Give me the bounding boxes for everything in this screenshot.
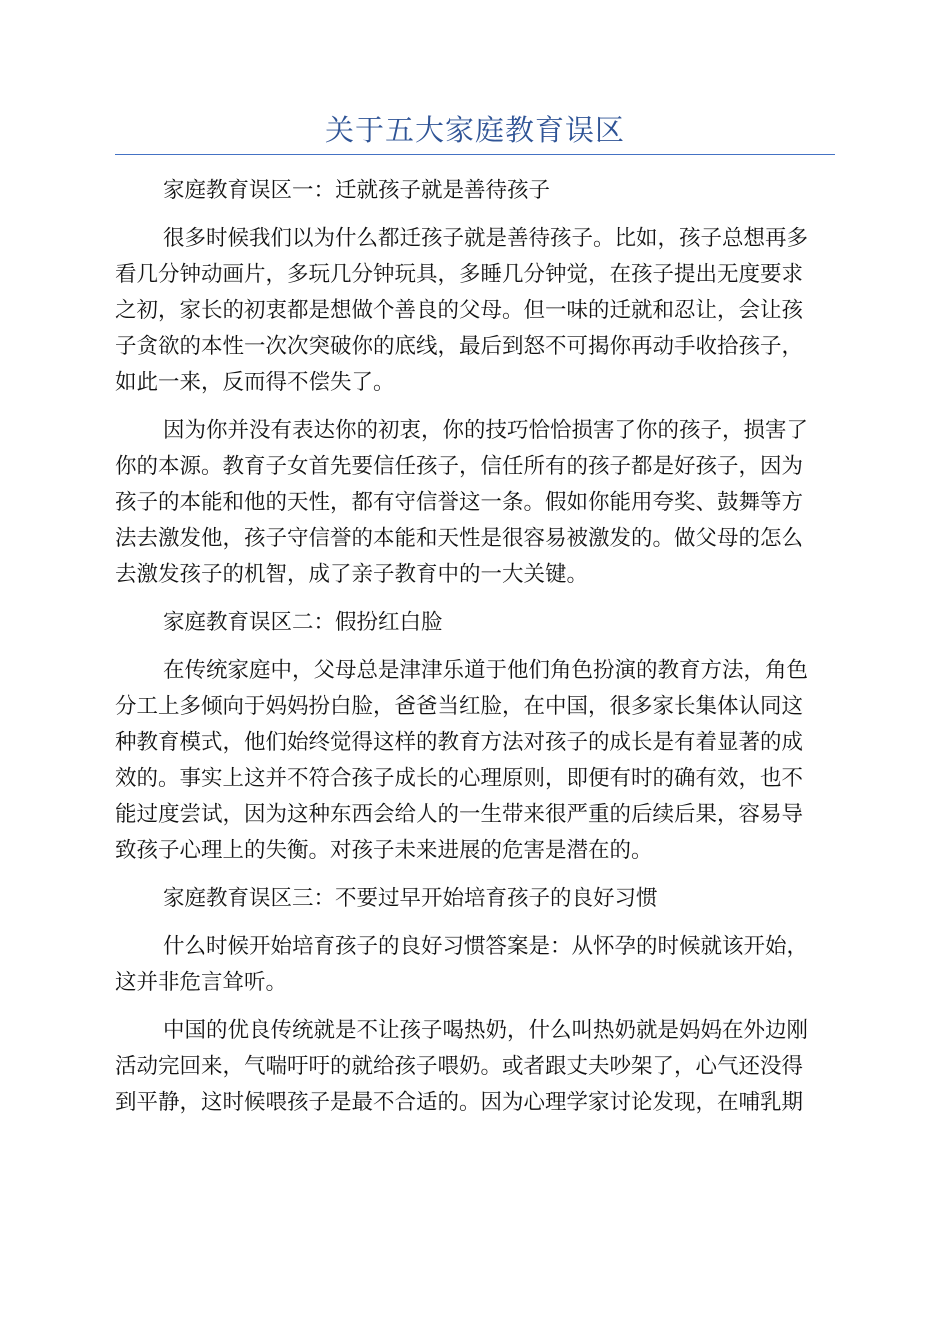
paragraph-line: 因为你并没有表达你的初衷，你的技巧恰恰损害了你的孩子，损害了 [163, 418, 809, 443]
paragraph-line: 活动完回来，气喘吁吁的就给孩子喂奶。或者跟丈夫吵架了，心气还没得 [115, 1054, 804, 1079]
paragraph-line: 很多时候我们以为什么都迁孩子就是善待孩子。比如，孩子总想再多 [163, 226, 809, 251]
paragraph-line: 孩子的本能和他的天性，都有守信誉这一条。假如你能用夸奖、鼓舞等方 [115, 490, 804, 515]
paragraph-line: 法去激发他，孩子守信誉的本能和天性是很容易被激发的。做父母的怎么 [115, 526, 804, 551]
document-body [115, 173, 835, 1133]
paragraph-line: 中国的优良传统就是不让孩子喝热奶，什么叫热奶就是妈妈在外边刚 [163, 1018, 809, 1043]
section-heading: 家庭教育误区二：假扮红白脸 [163, 610, 443, 635]
paragraph-line: 你的本源。教育子女首先要信任孩子，信任所有的孩子都是好孩子，因为 [115, 454, 804, 479]
paragraph-line: 看几分钟动画片，多玩几分钟玩具，多睡几分钟觉，在孩子提出无度要求 [115, 262, 804, 287]
paragraph [115, 929, 835, 1001]
paragraph-line: 能过度尝试，因为这种东西会给人的一生带来很严重的后续后果，容易导 [115, 802, 804, 827]
paragraph-line: 如此一来，反而得不偿失了。 [115, 370, 395, 395]
paragraph-line: 子贪欲的本性一次次突破你的底线，最后到怒不可揭你再动手收拾孩子， [115, 334, 804, 359]
paragraph-line: 什么时候开始培育孩子的良好习惯答案是：从怀孕的时候就该开始， [163, 934, 809, 959]
paragraph-line: 种教育模式，他们始终觉得这样的教育方法对孩子的成长是有着显著的成 [115, 730, 804, 755]
paragraph-line: 效的。事实上这并不符合孩子成长的心理原则，即便有时的确有效，也不 [115, 766, 804, 791]
title-underline [115, 154, 835, 155]
paragraph [115, 221, 835, 401]
paragraph-line: 这并非危言耸听。 [115, 970, 288, 995]
paragraph [115, 413, 835, 593]
paragraph-line: 分工上多倾向于妈妈扮白脸，爸爸当红脸，在中国，很多家长集体认同这 [115, 694, 804, 719]
section-heading: 家庭教育误区三：不要过早开始培育孩子的良好习惯 [163, 886, 658, 911]
paragraph [115, 1013, 835, 1121]
paragraph-line: 致孩子心理上的失衡。对孩子未来进展的危害是潜在的。 [115, 838, 653, 863]
paragraph [115, 653, 835, 869]
paragraph-line: 到平静，这时候喂孩子是最不合适的。因为心理学家讨论发现，在哺乳期 [115, 1090, 804, 1115]
paragraph-line: 之初，家长的初衷都是想做个善良的父母。但一味的迁就和忍让，会让孩 [115, 298, 804, 323]
paragraph-line: 在传统家庭中，父母总是津津乐道于他们角色扮演的教育方法，角色 [163, 658, 809, 683]
document-title: 关于五大家庭教育误区 [324, 113, 625, 147]
paragraph-line: 去激发孩子的机智，成了亲子教育中的一大关键。 [115, 562, 589, 587]
section-heading: 家庭教育误区一：迁就孩子就是善待孩子 [163, 178, 551, 203]
